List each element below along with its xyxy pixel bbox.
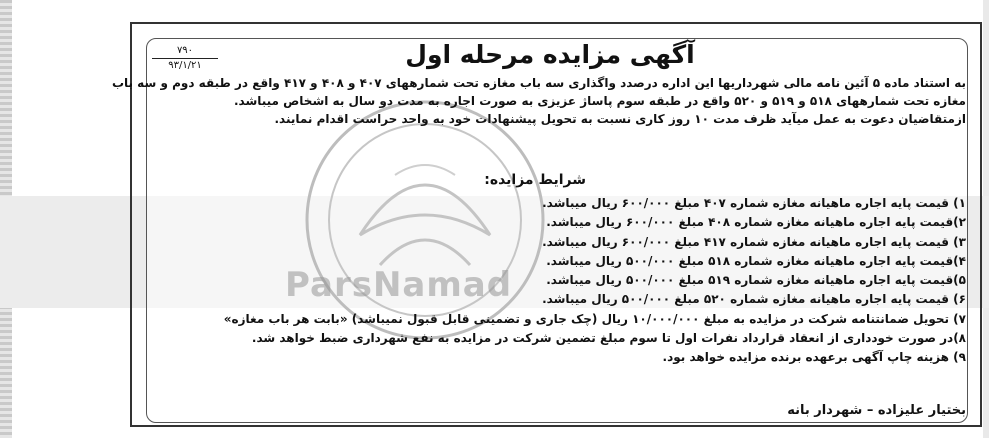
condition-item: ۹) هزینه چاپ آگهی برعهده برنده مزایده خواهد بود.: [662, 350, 966, 365]
condition-item: ۸)در صورت خودداری از انعقاد قرارداد نفرات اول تا سوم مبلغ تضمین شرکت در مزایده به نفع شهرداری ضبط خواهد شد.: [251, 331, 966, 346]
watermark-text: ParsNamad: [285, 265, 513, 305]
reference-date: ۹۳/۱/۲۱: [168, 60, 202, 71]
reference-number: ۷۹۰: [152, 44, 218, 59]
reference-box: [152, 44, 218, 73]
body-line-2: مغازه تحت شمارههای ۵۱۸ و ۵۱۹ و ۵۲۰ واقع در طبقه سوم پاساژ عزیزی به صورت اجاره به مدت دو سال به اشخاص میباشد.: [233, 94, 966, 108]
conditions-list: [156, 194, 966, 368]
condition-item: ۵)قیمت پایه اجاره ماهیانه مغازه شماره ۵۱۹ مبلغ ۵۰۰/۰۰۰ ریال میباشد.: [546, 273, 966, 288]
condition-item: ۴)قیمت پایه اجاره ماهیانه مغازه شماره ۵۱۸ مبلغ ۵۰۰/۰۰۰ ریال میباشد.: [546, 253, 966, 268]
document-body: [111, 74, 966, 128]
condition-item: ۱) قیمت پایه اجاره ماهیانه مغازه شماره ۴۰۷ مبلغ ۶۰۰/۰۰۰ ریال میباشد.: [542, 196, 966, 210]
condition-item: ۳) قیمت پایه اجاره ماهیانه مغازه شماره ۴۱۷ مبلغ ۶۰۰/۰۰۰ ریال میباشد.: [542, 234, 966, 249]
signature-line: بختیار علیزاده – شهردار بانه: [787, 403, 966, 418]
condition-item: ۲)قیمت پایه اجاره ماهیانه مغازه شماره ۴۰۸ مبلغ ۶۰۰/۰۰۰ ریال میباشد.: [546, 215, 966, 230]
body-line-3: ازمتقاضیان دعوت به عمل میآید ظرف مدت ۱۰ روز کاری نسبت به تحویل پیشنهادات خود به واحد حراست اقدام نمایند.: [274, 112, 966, 126]
condition-item: ۷) تحویل ضمانتنامه شرکت در مزایده به مبلغ ۱۰/۰۰۰/۰۰۰ ریال (چک جاری و تضمینی قابل قبول نمیباشد) «بابت هر باب مغازه»: [223, 311, 966, 326]
conditions-heading: شرایط مزایده:: [484, 172, 586, 188]
condition-item: ۶) قیمت پایه اجاره ماهیانه مغازه شماره ۵۲۰ مبلغ ۵۰۰/۰۰۰ ریال میباشد.: [542, 292, 966, 307]
document-title: آگهی مزایده مرحله اول: [405, 40, 695, 69]
body-line-1: به استناد ماده ۵ آئین نامه مالی شهرداریها این اداره درصدد واگذاری سه باب مغازه تحت شمارههای ۴۰۷ و ۴۰۸ و ۴۱۷ واقع در طبقه دوم و سه باب: [111, 76, 966, 90]
